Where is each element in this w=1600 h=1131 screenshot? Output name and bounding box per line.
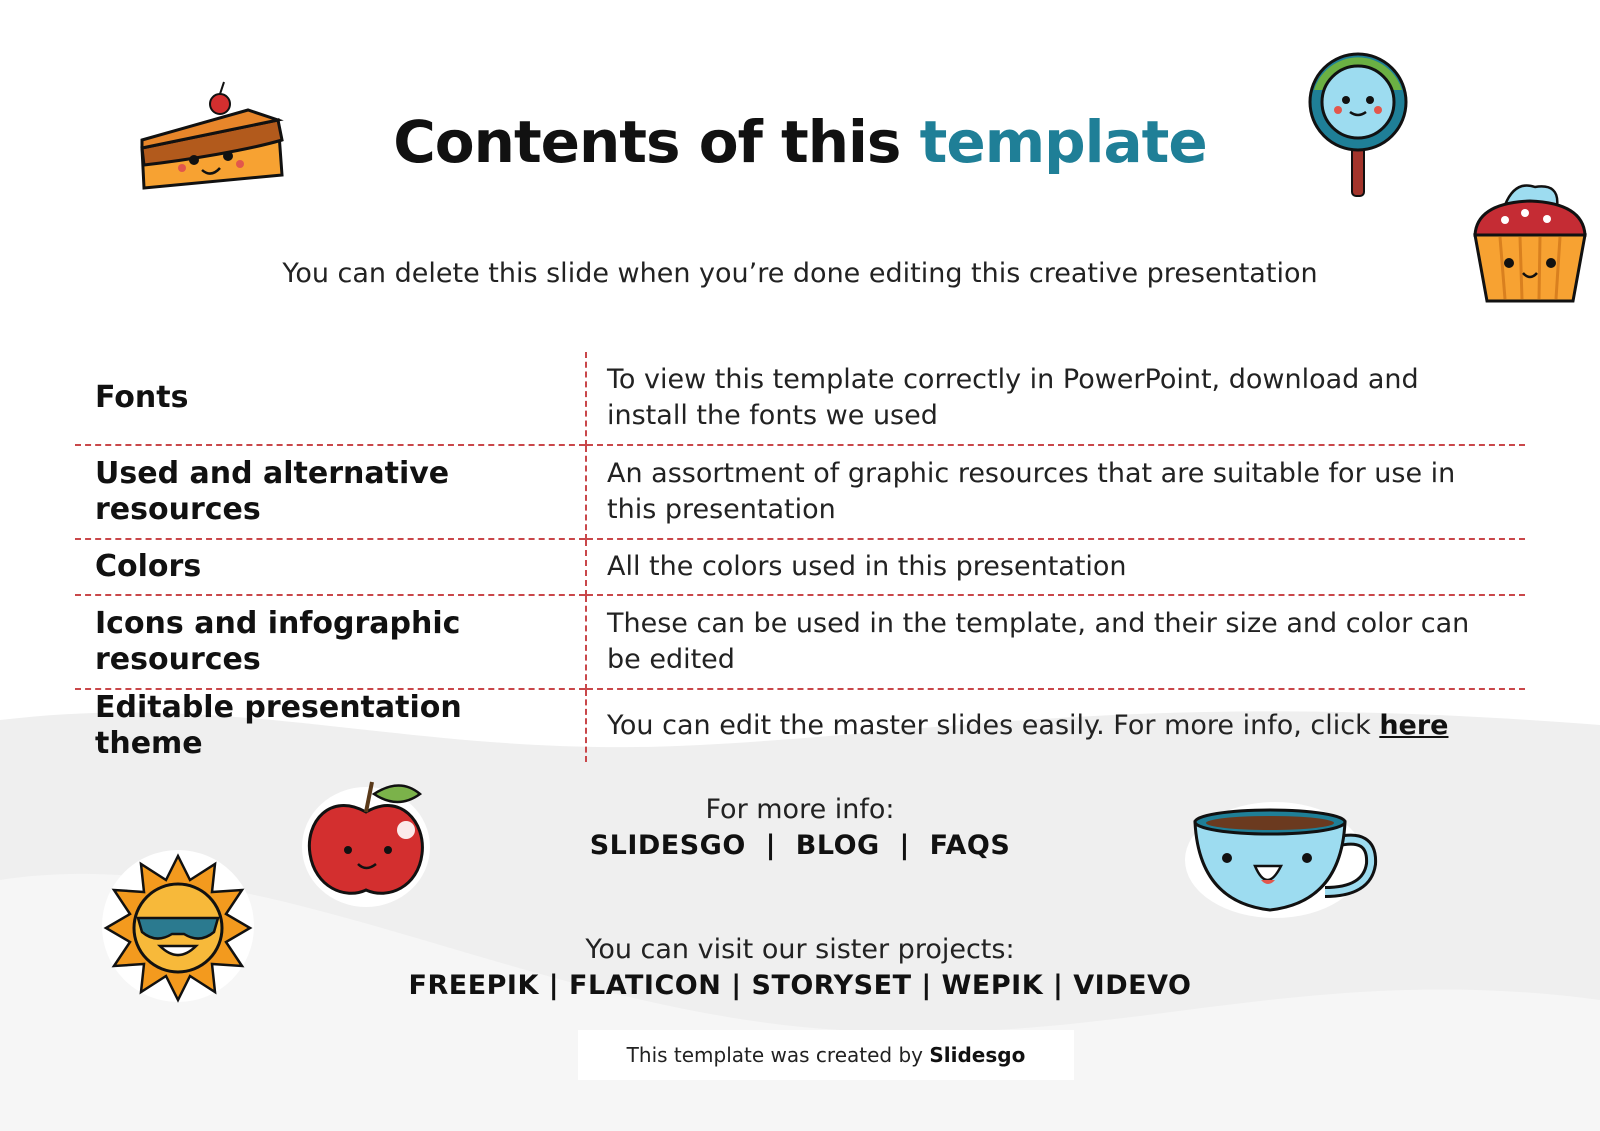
here-link[interactable]: here (1379, 710, 1449, 741)
row-description: All the colors used in this presentation (586, 539, 1525, 595)
table-row (75, 595, 1525, 689)
subtitle: You can delete this slide when you’re done editing this creative presentation (282, 258, 1318, 289)
row-description (586, 689, 1525, 762)
table-row (75, 539, 1525, 595)
more-info (0, 792, 1600, 864)
row-topic: Editable presentation theme (75, 689, 586, 762)
row-topic: Used and alternative resources (75, 445, 586, 539)
row-description: To view this template correctly in PowerPoint, download and install the fonts we used (586, 352, 1525, 445)
sister-projects-label: You can visit our sister projects: (585, 934, 1015, 965)
row-topic: Colors (75, 539, 586, 595)
row-topic: Fonts (95, 380, 189, 415)
more-info-label: For more info: (705, 794, 895, 825)
row-description: An assortment of graphic resources that are suitable for use in this presentation (586, 445, 1525, 539)
title-accent: template (919, 108, 1207, 176)
row-description: These can be used in the template, and their size and color can be edited (586, 595, 1525, 689)
more-info-links[interactable]: SLIDESGO | BLOG | FAQS (589, 830, 1011, 861)
page-title (0, 108, 1600, 176)
credit (578, 1030, 1074, 1080)
sister-projects (0, 932, 1600, 1004)
cupcake-icon (1465, 175, 1600, 315)
row-description-text: You can edit the master slides easily. For more info, click (607, 710, 1380, 741)
table-row (75, 445, 1525, 539)
credit-brand[interactable]: Slidesgo (929, 1043, 1026, 1067)
title-main: Contents of this (393, 108, 901, 176)
credit-prefix: This template was created by (626, 1043, 930, 1067)
contents-table (75, 352, 1525, 762)
table-row (75, 689, 1525, 762)
row-topic: Icons and infographic resources (75, 595, 586, 689)
table-row (75, 352, 1525, 445)
sister-projects-links[interactable]: FREEPIK | FLATICON | STORYSET | WEPIK | VIDEVO (408, 970, 1192, 1001)
